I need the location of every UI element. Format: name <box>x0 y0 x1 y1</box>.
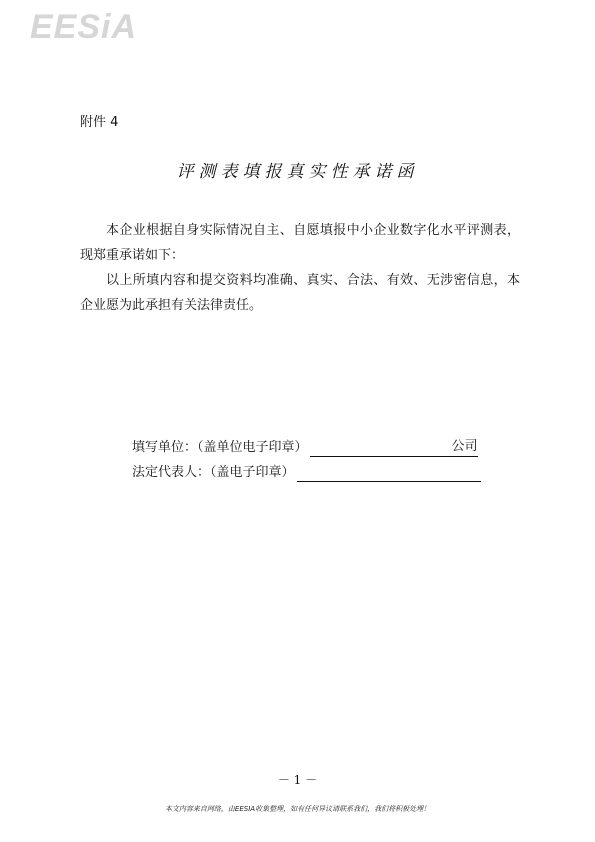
footer-note: 本文内容来自网络，由EESIA收集整理，如有任何异议请联系我们，我们将积极处理！ <box>164 805 431 813</box>
document-title: 评测表填报真实性承诺函 <box>176 162 419 182</box>
attachment-label: 附件 4 <box>80 115 119 130</box>
commitment-paragraph-1: 本企业根据自身实际情况自主、自愿填报中小企业数字化水平评测表，现郑重承诺如下： <box>80 223 520 263</box>
unit-blank-line <box>310 442 442 457</box>
commitment-paragraph-2: 以上所填内容和提交资料均准确、真实、合法、有效、无涉密信息，本企业愿为此承担有关法律责任。 <box>80 273 520 313</box>
eesia-logo: EESiA <box>30 8 138 46</box>
unit-label: 填写单位：（盖单位电子印章） <box>132 440 308 455</box>
representative-label: 法定代表人：（盖电子印章） <box>132 465 295 480</box>
representative-signature-row <box>132 464 481 482</box>
unit-signature-row <box>132 438 478 457</box>
page-number: － 1 － <box>277 773 318 787</box>
unit-suffix: 公司 <box>442 438 478 457</box>
representative-blank-line <box>297 467 481 482</box>
